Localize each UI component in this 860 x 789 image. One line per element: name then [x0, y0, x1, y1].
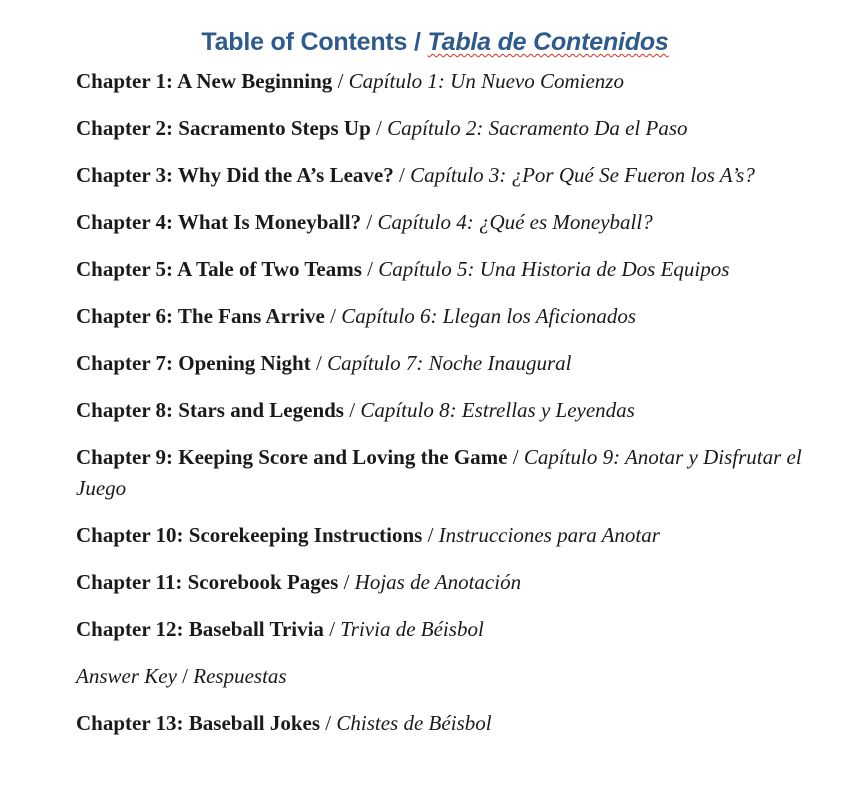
entry-spanish: Respuestas	[193, 664, 287, 688]
entry-english: Chapter 9: Keeping Score and Loving the Game	[76, 445, 508, 469]
entry-english: Chapter 3: Why Did the A’s Leave?	[76, 163, 394, 187]
entry-spanish: Capítulo 7: Noche Inaugural	[327, 351, 572, 375]
entry-english: Chapter 4: What Is Moneyball?	[76, 210, 362, 234]
entry-english: Chapter 10: Scorekeeping Instructions	[76, 523, 423, 547]
entry-spanish: Chistes de Béisbol	[336, 711, 492, 735]
entry-separator: /	[361, 257, 379, 281]
title-spanish: Tabla de Contenidos	[427, 28, 669, 56]
toc-entry-chapter-6	[76, 301, 816, 332]
entry-separator: /	[176, 664, 194, 688]
entry-english: Chapter 6: The Fans Arrive	[76, 304, 325, 328]
toc-entry-chapter-12	[76, 614, 816, 645]
page-title	[0, 28, 860, 57]
entry-english: Answer Key	[76, 664, 177, 688]
title-english: Table of Contents	[201, 28, 408, 56]
entry-spanish: Trivia de Béisbol	[340, 617, 484, 641]
entry-spanish: Capítulo 2: Sacramento Da el Paso	[387, 116, 688, 140]
toc-entry-chapter-8	[76, 395, 816, 426]
toc-entry-chapter-9	[76, 442, 816, 504]
entry-english: Chapter 2: Sacramento Steps Up	[76, 116, 371, 140]
entry-spanish: Instrucciones para Anotar	[438, 523, 660, 547]
toc-entry-answer-key	[76, 661, 816, 692]
entry-separator: /	[370, 116, 388, 140]
entry-spanish: Hojas de Anotación	[354, 570, 522, 594]
toc-entry-chapter-11	[76, 567, 816, 598]
toc-entry-chapter-13	[76, 708, 816, 739]
entry-separator: /	[323, 617, 341, 641]
toc-entry-chapter-3	[76, 160, 816, 191]
entry-spanish: Capítulo 4: ¿Qué es Moneyball?	[377, 210, 653, 234]
entry-spanish: Capítulo 3: ¿Por Qué Se Fueron los A’s?	[410, 163, 755, 187]
entry-separator: /	[338, 570, 355, 594]
entry-separator: /	[393, 163, 411, 187]
title-separator: /	[407, 28, 428, 56]
entry-english: Chapter 12: Baseball Trivia	[76, 617, 324, 641]
entry-separator: /	[422, 523, 439, 547]
toc-entry-chapter-5	[76, 254, 816, 285]
entry-english: Chapter 5: A Tale of Two Teams	[76, 257, 362, 281]
toc-list	[76, 66, 816, 755]
entry-separator: /	[343, 398, 361, 422]
entry-separator: /	[332, 69, 349, 93]
entry-separator: /	[507, 445, 524, 469]
entry-english: Chapter 13: Baseball Jokes	[76, 711, 321, 735]
toc-entry-chapter-4	[76, 207, 816, 238]
entry-separator: /	[310, 351, 328, 375]
entry-separator: /	[320, 711, 337, 735]
entry-spanish: Capítulo 5: Una Historia de Dos Equipos	[378, 257, 730, 281]
toc-entry-chapter-7	[76, 348, 816, 379]
entry-english: Chapter 7: Opening Night	[76, 351, 311, 375]
toc-entry-chapter-2	[76, 113, 816, 144]
entry-spanish: Capítulo 9: Anotar y Disfrutar el Juego	[76, 445, 802, 500]
entry-english: Chapter 1: A New Beginning	[76, 69, 333, 93]
entry-english: Chapter 11: Scorebook Pages	[76, 570, 339, 594]
entry-separator: /	[324, 304, 342, 328]
toc-entry-chapter-1	[76, 66, 816, 97]
entry-english: Chapter 8: Stars and Legends	[76, 398, 344, 422]
entry-spanish: Capítulo 1: Un Nuevo Comienzo	[348, 69, 624, 93]
entry-spanish: Capítulo 6: Llegan los Aficionados	[341, 304, 637, 328]
entry-separator: /	[361, 210, 378, 234]
toc-entry-chapter-10	[76, 520, 816, 551]
entry-spanish: Capítulo 8: Estrellas y Leyendas	[360, 398, 635, 422]
